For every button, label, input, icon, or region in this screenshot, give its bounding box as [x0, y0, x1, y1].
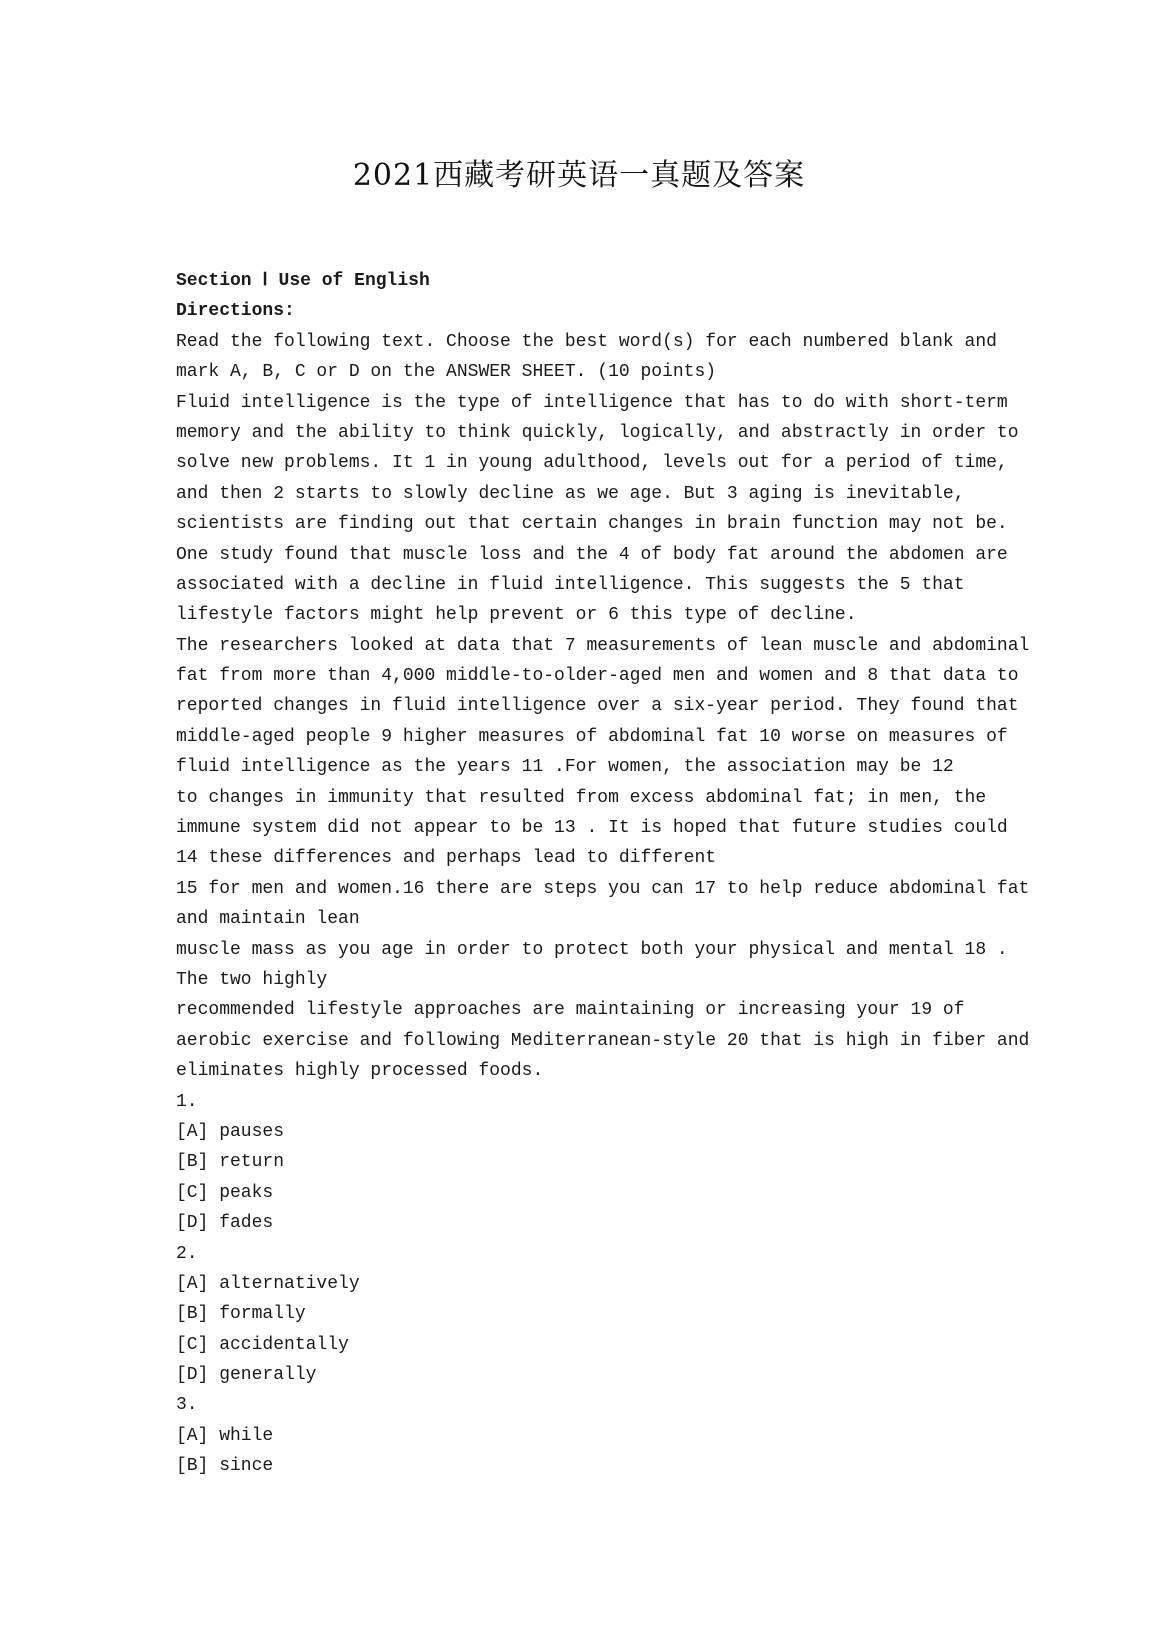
passage-line: muscle mass as you age in order to protect both your physical and mental 18 . [176, 939, 1008, 960]
passage-line: associated with a decline in fluid intelligence. This suggests the 5 that [176, 574, 965, 595]
passage-line: immune system did not appear to be 13 . It is hoped that future studies could [176, 818, 1008, 839]
document-title: 2021西藏考研英语一真题及答案 [352, 158, 806, 193]
passage-line: and maintain lean [176, 909, 360, 930]
question-option: [C] accidentally [176, 1334, 349, 1355]
passage-line: fat from more than 4,000 middle-to-older-aged men and women and 8 that data to [176, 666, 1019, 687]
passage-line: fluid intelligence as the years 11 .For women, the association may be 12 [176, 757, 954, 778]
question-number: 1. [176, 1091, 198, 1112]
passage-line: to changes in immunity that resulted from excess abdominal fat; in men, the [176, 787, 987, 808]
passage-line: The two highly [176, 969, 328, 990]
passage-line: middle-aged people 9 higher measures of abdominal fat 10 worse on measures of [176, 726, 1008, 747]
question-number: 2. [176, 1243, 198, 1264]
passage-line: One study found that muscle loss and the 4 of body fat around the abdomen are [176, 544, 1008, 565]
passage-line: recommended lifestyle approaches are maintaining or increasing your 19 of [176, 1000, 965, 1021]
question-option: [B] since [176, 1456, 274, 1477]
question-number: 3. [176, 1395, 198, 1416]
directions-line: mark A, B, C or D on the ANSWER SHEET. (10 points) [176, 362, 717, 383]
passage-line: 14 these differences and perhaps lead to different [176, 848, 717, 869]
passage [176, 388, 1030, 1087]
directions-label: Directions: [176, 301, 295, 322]
passage-line: eliminates highly processed foods. [176, 1061, 544, 1082]
passage-line: 15 for men and women.16 there are steps you can 17 to help reduce abdominal fat [176, 878, 1030, 899]
passage-line: The researchers looked at data that 7 measurements of lean muscle and abdominal [176, 635, 1030, 656]
passage-line: scientists are finding out that certain changes in brain function may not be. [176, 514, 1008, 535]
passage-line: aerobic exercise and following Mediterranean-style 20 that is high in fiber and [176, 1030, 1030, 1051]
question-option: [B] formally [176, 1304, 306, 1325]
question-option: [A] pauses [176, 1121, 285, 1142]
question-option: [C] peaks [176, 1182, 274, 1203]
document-body [176, 266, 1030, 1482]
question-option: [A] while [176, 1425, 274, 1446]
passage-line: and then 2 starts to slowly decline as we age. But 3 aging is inevitable, [176, 483, 965, 504]
question-option: [A] alternatively [176, 1273, 360, 1294]
question-1 [176, 1087, 1006, 1239]
question-option: [D] generally [176, 1365, 317, 1386]
question-3 [176, 1390, 1006, 1481]
passage-line: Fluid intelligence is the type of intelligence that has to do with short-term [176, 392, 1008, 413]
directions-line: Read the following text. Choose the best word(s) for each numbered blank and [176, 331, 997, 352]
passage-line: solve new problems. It 1 in young adulthood, levels out for a period of time, [176, 453, 1008, 474]
passage-line: reported changes in fluid intelligence over a six-year period. They found that [176, 696, 1019, 717]
passage-line: lifestyle factors might help prevent or 6 this type of decline. [176, 605, 857, 626]
section-heading: Section Ⅰ Use of English [176, 271, 430, 291]
question-2 [176, 1239, 1006, 1391]
passage-line: memory and the ability to think quickly, logically, and abstractly in order to [176, 422, 1019, 443]
question-option: [B] return [176, 1152, 285, 1173]
question-option: [D] fades [176, 1213, 274, 1234]
